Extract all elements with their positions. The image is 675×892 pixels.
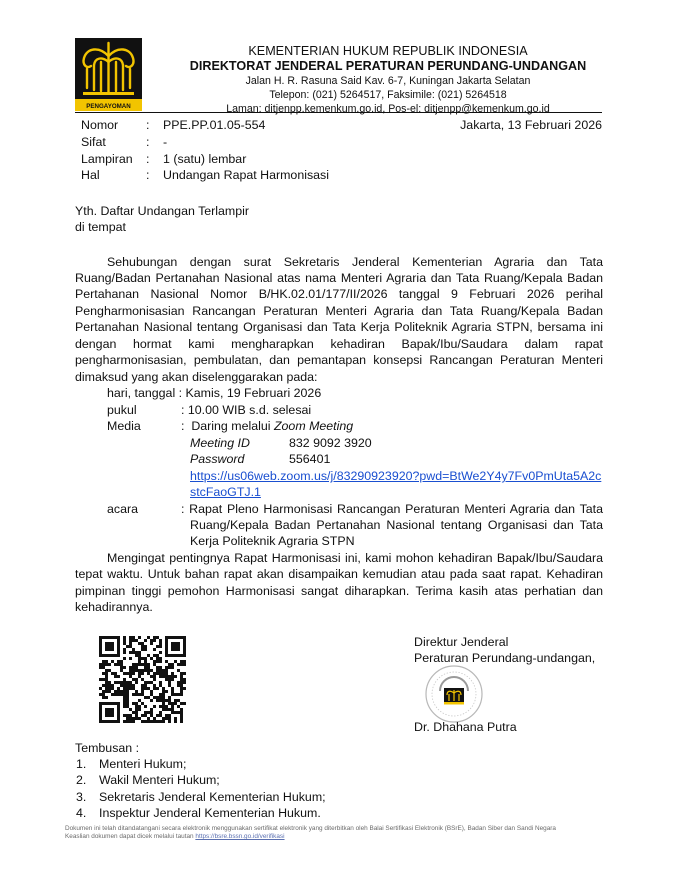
- nomor-value: PPE.PP.01.05-554: [163, 118, 266, 132]
- paragraph-1-line: dengan hormat kami mengharapkan kehadiran Bapak/Ibu/Saudara dalam rapat: [75, 337, 603, 351]
- recipient-line-2: di tempat: [75, 220, 126, 234]
- sifat-colon: :: [146, 135, 150, 149]
- agenda-line: : Rapat Pleno Harmonisasi Rancangan Peraturan Menteri Agraria dan Tata: [181, 502, 603, 516]
- signatory-unit: Peraturan Perundang-undangan,: [414, 651, 596, 665]
- hal-value: Undangan Rapat Harmonisasi: [163, 168, 329, 182]
- paragraph-2-line: tepat waktu. Untuk bahan rapat akan disampaikan kemudian atau pada saat rapat. Kehadiran: [75, 567, 603, 581]
- lampiran-colon: :: [146, 152, 150, 166]
- schedule-time-label: pukul: [107, 403, 137, 417]
- cc-heading: Tembusan :: [75, 741, 140, 755]
- letterhead-divider: [75, 112, 602, 113]
- schedule-media-value: [181, 418, 353, 434]
- meeting-id-value: 832 9092 3920: [289, 436, 372, 450]
- cc-item-text: Wakil Menteri Hukum;: [99, 773, 220, 787]
- password-value: 556401: [289, 452, 331, 466]
- schedule-media-label: Media: [107, 419, 141, 433]
- ministry-name: KEMENTERIAN HUKUM REPUBLIK INDONESIA: [248, 44, 528, 58]
- verification-prefix: Keaslian dokumen dapat dicek melalui tautan: [65, 833, 196, 840]
- pengayoman-logo: [75, 38, 142, 111]
- cc-item-text: Menteri Hukum;: [99, 757, 187, 771]
- zoom-link-continued[interactable]: stcFaoGTJ.1: [190, 485, 261, 499]
- cc-item-text: Sekretaris Jenderal Kementerian Hukum;: [99, 790, 326, 804]
- office-address: Jalan H. R. Rasuna Said Kav. 6-7, Kuningan Jakarta Selatan: [245, 75, 531, 87]
- meeting-id-label: Meeting ID: [190, 436, 250, 450]
- schedule-day-line: hari, tanggal : Kamis, 19 Februari 2026: [107, 386, 322, 400]
- nomor-label: Nomor: [81, 118, 119, 132]
- directorate-name: DIREKTORAT JENDERAL PERATURAN PERUNDANG-UNDANGAN: [189, 59, 587, 73]
- agenda-line: Kerja Politeknik Agraria STPN: [190, 534, 355, 548]
- schedule-agenda-label: acara: [107, 502, 138, 516]
- paragraph-2-line: pimpinan tinggi pemohon Harmonisasi sangat diharapkan. Terima kasih atas perhatian dan: [75, 584, 603, 598]
- electronic-seal-icon: [424, 664, 484, 724]
- cc-item-number: 3.: [76, 790, 87, 804]
- paragraph-1-line: Sehubungan dengan surat Sekretaris Jenderal Kementerian Agraria dan Tata: [107, 255, 603, 269]
- cc-item-text: Inspektur Jenderal Kementerian Hukum.: [99, 806, 321, 820]
- paragraph-1-line: dimaksud yang akan diselenggarakan pada:: [75, 370, 318, 384]
- signatory-title: Direktur Jenderal: [414, 635, 509, 649]
- paragraph-1-line: Ruang/Badan Pertanahan Nasional atas nama Menteri Agraria dan Tata Ruang/Kepala Badan: [75, 271, 603, 285]
- verification-link[interactable]: https://bsre.bssn.go.id/verifikasi: [195, 833, 285, 840]
- signatory-name: Dr. Dhahana Putra: [414, 720, 517, 734]
- cc-item-number: 1.: [76, 757, 87, 771]
- hal-colon: :: [146, 168, 150, 182]
- agenda-line: Ruang/Kepala Badan Pertanahan Nasional tentang Organisasi dan Tata: [190, 518, 603, 532]
- media-platform: Zoom Meeting: [273, 419, 354, 433]
- esign-notice: Dokumen ini telah ditandatangani secara elektronik menggunakan sertifikat elektronik yang diterbitkan oleh Balai Sertifikasi Elektronik (BSrE), Badan Siber dan Sandi Negara: [65, 825, 556, 832]
- sifat-value: -: [163, 135, 168, 149]
- paragraph-1-line: Pertahanan Nasional Nomor B/HK.02.01/177/II/2026 tanggal 9 Februari 2026 perihal: [75, 287, 603, 301]
- paragraph-1-line: pengharmonisasian, pembulatan, dan pemantapan konsepsi Rancangan Peraturan Menteri: [75, 353, 603, 367]
- paragraph-1-line: Pengharmonisasian Rancangan Peraturan Menteri Agraria dan Tata Ruang/Kepala Badan: [75, 304, 603, 318]
- zoom-link[interactable]: https://us06web.zoom.us/j/83290923920?pwd=BtWe2Y4y7Fv0PmUta5A2c: [190, 469, 602, 483]
- logo-caption: PENGAYOMAN: [86, 103, 131, 110]
- hal-label: Hal: [81, 168, 100, 182]
- password-label: Password: [190, 452, 245, 466]
- office-phone: Telepon: (021) 5264517, Faksimile: (021) 5264518: [269, 89, 507, 101]
- recipient-line-1: Yth. Daftar Undangan Terlampir: [75, 204, 250, 218]
- place-date: Jakarta, 13 Februari 2026: [460, 118, 602, 132]
- paragraph-1-line: Pertanahan Nasional tentang Organisasi dan Tata Kerja Politeknik Agraria STPN, bersama ini: [75, 320, 603, 334]
- lampiran-label: Lampiran: [81, 152, 133, 166]
- sifat-label: Sifat: [81, 135, 106, 149]
- paragraph-2-line: Mengingat pentingnya Rapat Harmonisasi ini, kami mohon kehadiran Bapak/Ibu/Saudara: [107, 551, 603, 565]
- cc-item-number: 4.: [76, 806, 87, 820]
- schedule-time-value: : 10.00 WIB s.d. selesai: [181, 403, 312, 417]
- office-web: Laman: ditjenpp.kemenkum.go.id, Pos-el: ditjenpp@kemenkum.go.id: [226, 103, 550, 115]
- lampiran-value: 1 (satu) lembar: [163, 152, 247, 166]
- qr-code: [99, 636, 186, 723]
- media-prefix: : Daring melalui: [181, 419, 274, 433]
- verification-notice: [65, 833, 625, 841]
- nomor-colon: :: [146, 118, 150, 132]
- paragraph-2-line: kehadirannya.: [75, 600, 153, 614]
- cc-item-number: 2.: [76, 773, 87, 787]
